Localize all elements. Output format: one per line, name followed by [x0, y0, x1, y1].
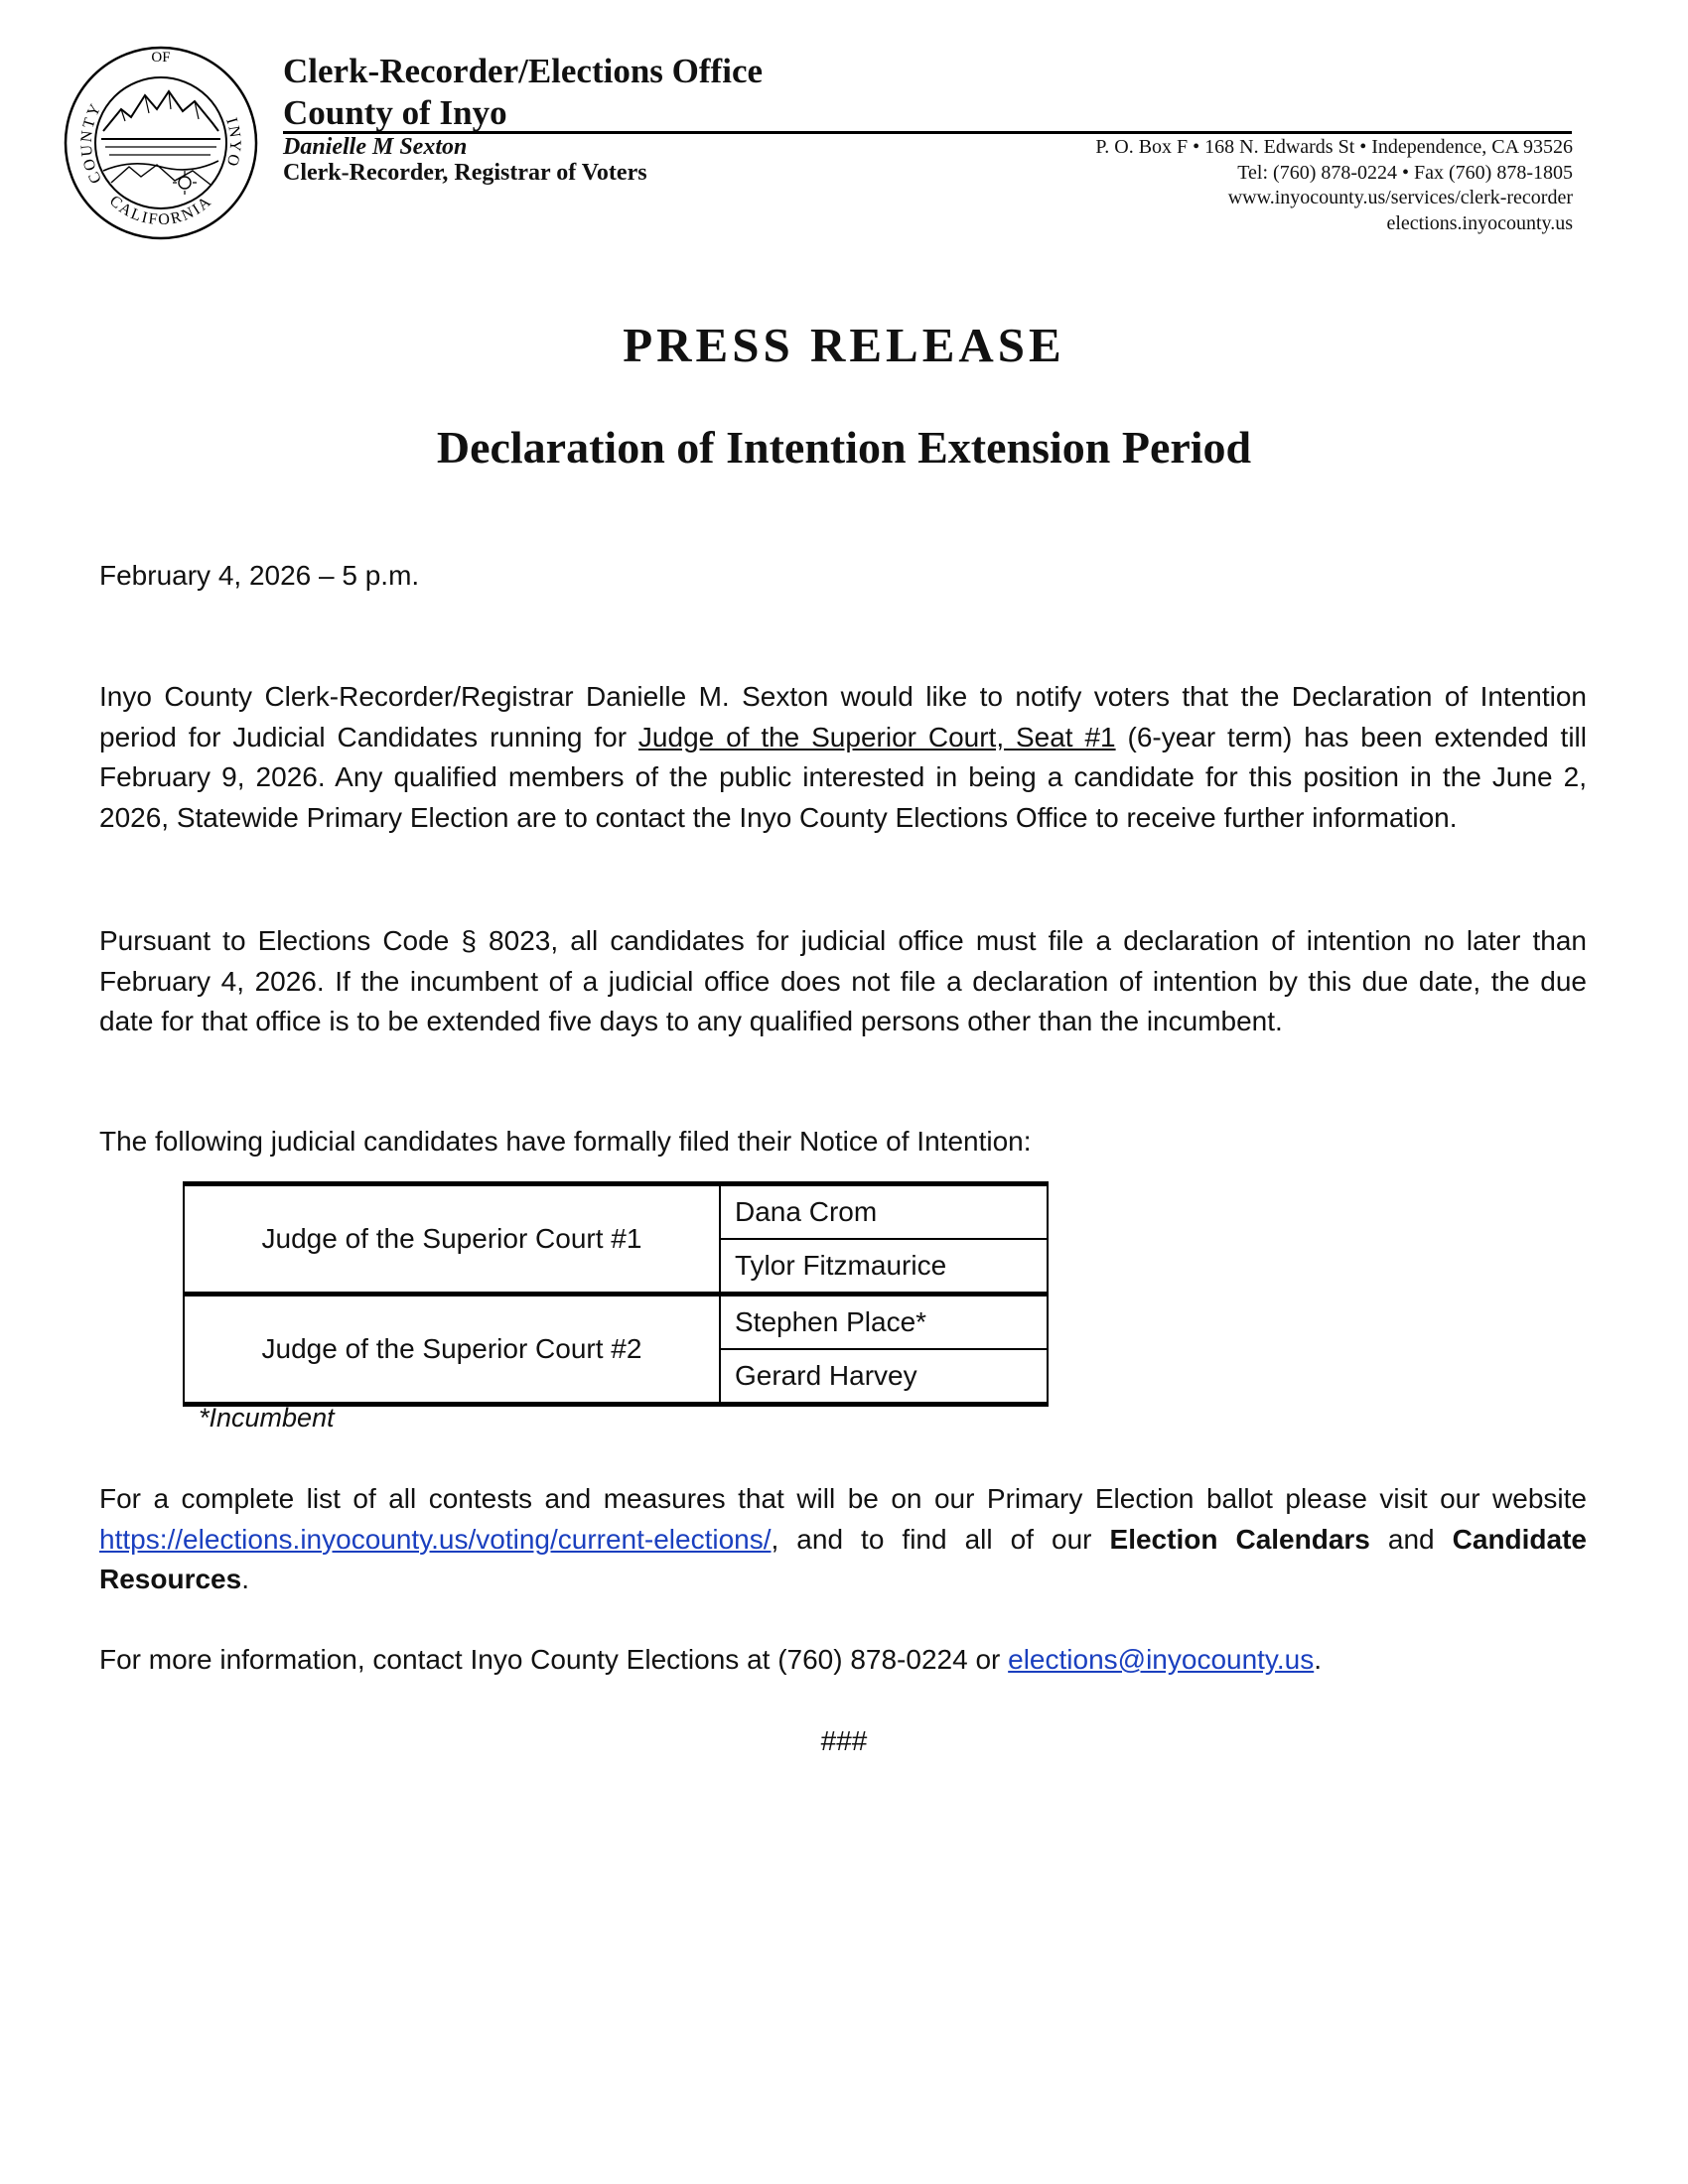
end-mark: ###	[820, 1725, 868, 1756]
paragraph-website-info	[99, 1479, 1587, 1600]
official-title: Clerk-Recorder, Registrar of Voters	[283, 160, 647, 186]
candidate-cell: Dana Crom	[720, 1184, 1048, 1240]
incumbent-footnote: *Incumbent	[199, 1403, 335, 1433]
letterhead-phone-fax: Tel: (760) 878-0224 • Fax (760) 878-1805	[1237, 161, 1573, 184]
para4-text-end: .	[241, 1564, 249, 1594]
paragraph-elections-code: Pursuant to Elections Code § 8023, all candidates for judicial office must file a declaration of intention no later than February 4, 2026. If the incumbent of a judicial office does not file a declaration of intention by this due date, the due date for that office is to be extended five days to any qualified persons other than the incumbent.	[99, 925, 1587, 1036]
svg-text:CALIFORNIA	[106, 193, 215, 228]
current-elections-link[interactable]: https://elections.inyocounty.us/voting/current-elections/	[99, 1523, 772, 1555]
paragraph-extension-notice	[99, 677, 1587, 838]
paragraph-candidates-intro: The following judicial candidates have formally filed their Notice of Intention:	[99, 1126, 1032, 1157]
letterhead-divider	[283, 131, 1572, 134]
para5-text-end: .	[1314, 1644, 1322, 1675]
office-cell: Judge of the Superior Court #1	[184, 1184, 720, 1295]
release-date: February 4, 2026 – 5 p.m.	[99, 560, 420, 591]
election-calendars-text: Election Calendars	[1109, 1523, 1370, 1555]
letterhead-address: P. O. Box F • 168 N. Edwards St • Independence, CA 93526	[1095, 136, 1573, 158]
table-row	[184, 1295, 1048, 1350]
svg-text:COUNTY	[78, 100, 105, 187]
official-name: Danielle M Sexton	[283, 134, 468, 160]
candidate-cell: Gerard Harvey	[720, 1349, 1048, 1405]
seal-left-text: COUNTY	[77, 99, 106, 187]
elections-email-link[interactable]: elections@inyocounty.us	[1008, 1644, 1315, 1675]
letterhead-county-name: County of Inyo	[283, 93, 507, 132]
letterhead-elections-site: elections.inyocounty.us	[1386, 211, 1573, 234]
seal-bottom-text: CALIFORNIA	[105, 192, 216, 229]
county-seal-logo	[62, 44, 260, 242]
seal-top-text: OF	[151, 50, 171, 66]
para1-seat-name: Judge of the Superior Court, Seat #1	[637, 721, 1116, 752]
para5-text-start: For more information, contact Inyo County Elections at (760) 878-0224 or	[99, 1644, 1009, 1675]
para1-text-end: (6-year term) has been extended till February 9, 2026. Any qualified members of the public interested in being a candidate for this position in the June 2, 2026, Statewide Primary Election are to contact the Inyo County Elections Office to receive further information.	[99, 721, 1587, 833]
candidate-cell: Tylor Fitzmaurice	[720, 1239, 1048, 1295]
candidate-resources-text: Candidate Resources	[99, 1523, 1588, 1594]
para4-text-middle: , and to find all of our	[771, 1523, 1110, 1555]
office-cell: Judge of the Superior Court #2	[184, 1295, 720, 1405]
table-row	[184, 1184, 1048, 1240]
para4-text-start: For a complete list of all contests and measures that will be on our Primary Election ballot please visit our website	[99, 1483, 1587, 1514]
para1-text-start: Inyo County Clerk-Recorder/Registrar Danielle M. Sexton would like to notify voters that the Declaration of Intention period for Judicial Candidates running for	[99, 681, 1587, 752]
letterhead-contact-block	[1095, 135, 1573, 236]
candidates-table	[183, 1181, 1049, 1407]
letterhead-office-name: Clerk-Recorder/Elections Office	[283, 52, 764, 90]
seal-right-text: INYO	[222, 115, 244, 170]
para4-text-and: and	[1369, 1523, 1453, 1555]
letterhead-website: www.inyocounty.us/services/clerk-recorder	[1227, 187, 1573, 208]
paragraph-contact-info	[99, 1640, 1587, 1681]
candidate-cell: Stephen Place*	[720, 1295, 1048, 1350]
release-title: Declaration of Intention Extension Period	[436, 422, 1252, 473]
press-release-heading: PRESS RELEASE	[623, 318, 1065, 372]
